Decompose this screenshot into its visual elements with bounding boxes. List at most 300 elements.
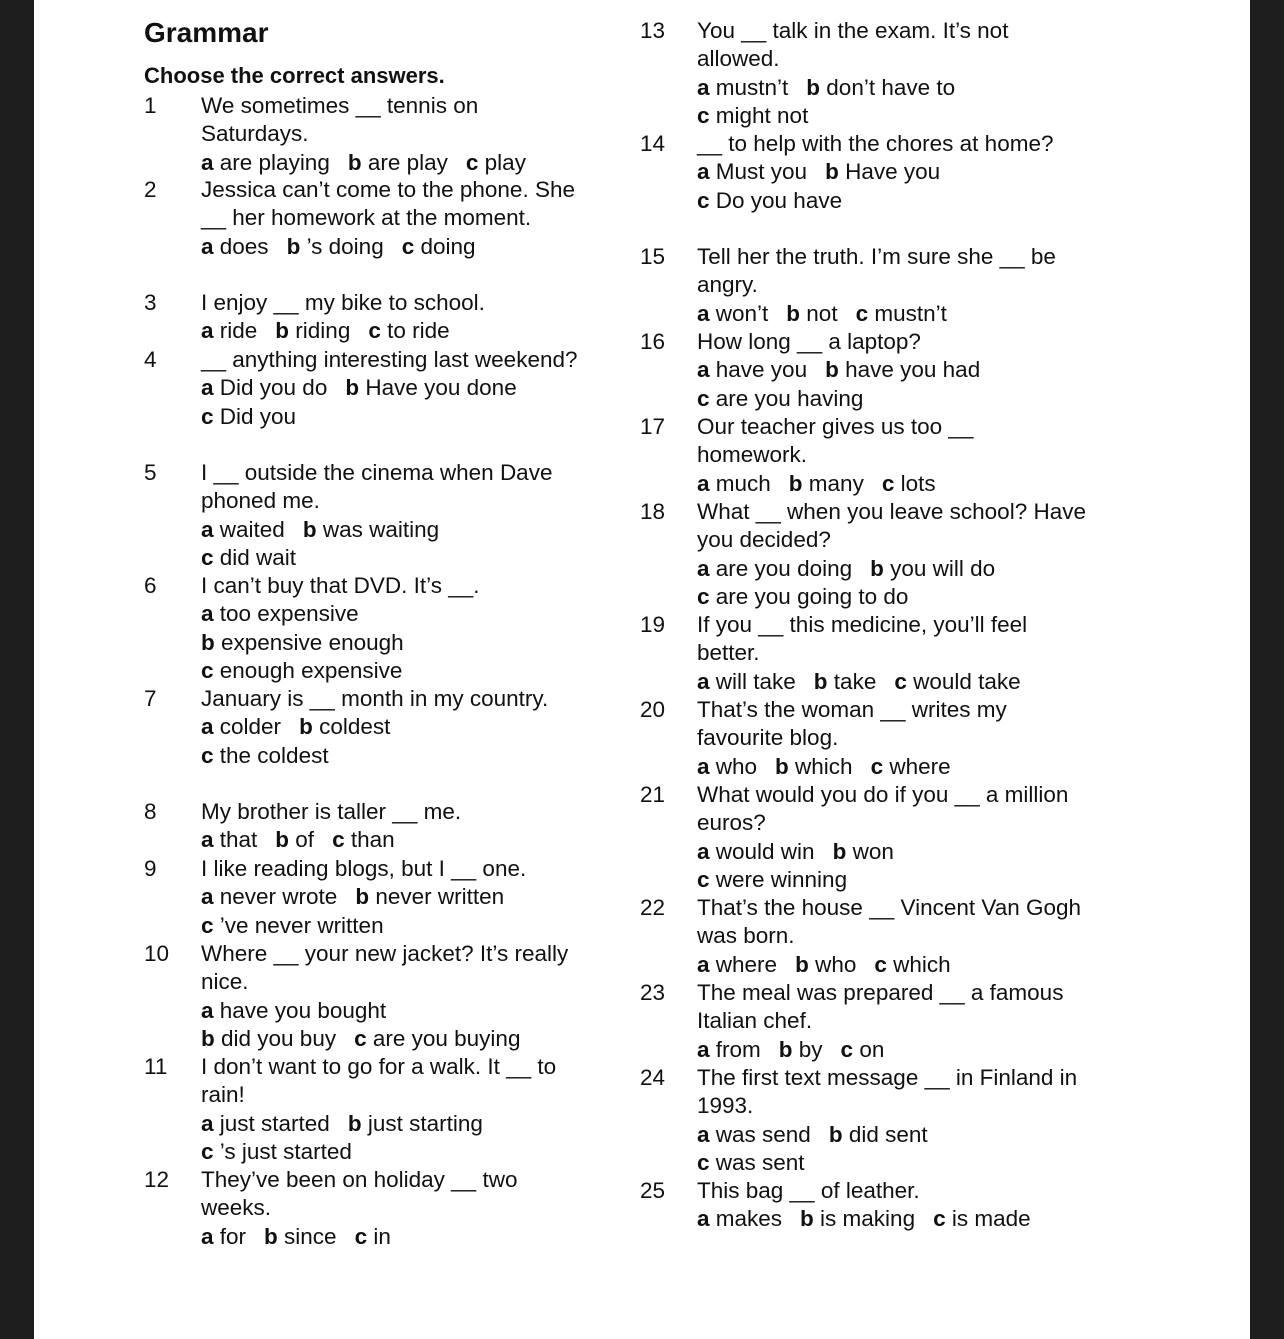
answer-option-c[interactable]	[355, 1224, 391, 1249]
answer-options-line	[201, 742, 581, 770]
question-1	[144, 92, 614, 177]
option-letter: b	[795, 951, 809, 977]
answer-options-line	[697, 470, 1089, 498]
answer-option-b[interactable]	[275, 827, 314, 852]
answer-option-a[interactable]	[201, 1111, 330, 1136]
answer-option-a[interactable]	[201, 517, 285, 542]
option-letter: b	[825, 159, 839, 185]
answer-option-a[interactable]	[201, 884, 337, 909]
answer-option-a[interactable]	[201, 714, 281, 739]
question-13	[640, 17, 1110, 130]
answer-option-c[interactable]	[933, 1206, 1031, 1231]
question-number: 11	[144, 1054, 168, 1079]
answer-options-line	[697, 356, 1089, 384]
answer-option-b[interactable]	[348, 150, 448, 175]
answer-option-b[interactable]	[795, 952, 856, 977]
question-number: 4	[144, 347, 157, 372]
question-stem: __ to help with the chores at home?	[697, 131, 1054, 156]
option-text: are you buying	[366, 1025, 521, 1051]
answer-option-c[interactable]	[201, 658, 402, 683]
question-2	[144, 176, 614, 261]
answer-options-line	[697, 102, 1089, 130]
option-text: which	[886, 951, 951, 977]
option-letter: b	[286, 233, 301, 259]
answer-option-c[interactable]	[201, 1139, 352, 1164]
answer-option-b[interactable]	[299, 714, 390, 739]
option-text: would take	[906, 668, 1021, 694]
answer-option-a[interactable]	[697, 1206, 782, 1231]
question-number: 12	[144, 1167, 170, 1192]
option-text: were winning	[709, 866, 848, 892]
option-letter: c	[354, 1025, 367, 1051]
question-number: 6	[144, 573, 157, 598]
answer-option-c[interactable]	[201, 545, 296, 570]
question-number: 5	[144, 460, 157, 485]
option-text: are play	[361, 149, 448, 175]
option-text: did sent	[842, 1121, 928, 1147]
option-text: waited	[213, 516, 285, 542]
answer-options-line	[697, 583, 1089, 611]
answer-option-c[interactable]	[874, 952, 950, 977]
option-text: play	[478, 149, 526, 175]
option-letter: b	[201, 1025, 215, 1051]
question-stem: The first text message __ in Finland in 1993.	[697, 1065, 1078, 1119]
answer-option-c[interactable]	[332, 827, 395, 852]
answer-option-a[interactable]	[697, 357, 807, 382]
answer-options-line	[697, 1036, 1089, 1064]
option-text: ’s just started	[213, 1138, 352, 1164]
question-stem: What would you do if you __ a million euros?	[697, 782, 1069, 836]
instruction: Choose the correct answers.	[144, 63, 445, 88]
question-number: 25	[640, 1178, 666, 1203]
option-letter: b	[832, 838, 847, 864]
answer-options-line	[697, 1205, 1089, 1233]
option-letter: a	[697, 300, 710, 326]
answer-option-b[interactable]	[779, 1037, 823, 1062]
question-stem: I enjoy __ my bike to school.	[201, 290, 485, 315]
option-letter: b	[828, 1121, 843, 1147]
page-title: Grammar	[144, 17, 269, 48]
answer-option-a[interactable]	[201, 150, 330, 175]
option-text: are you doing	[709, 555, 853, 581]
option-letter: c	[201, 912, 214, 938]
answer-option-a[interactable]	[697, 1122, 811, 1147]
option-text: too expensive	[213, 601, 359, 627]
option-text: who	[808, 951, 857, 977]
answer-option-b[interactable]	[775, 754, 853, 779]
answer-options-line	[201, 1138, 581, 1166]
option-text: many	[802, 470, 864, 496]
question-25	[640, 1177, 1110, 1234]
option-letter: b	[264, 1223, 278, 1249]
option-letter: a	[201, 714, 214, 740]
answer-option-c[interactable]	[201, 913, 384, 938]
answer-option-c[interactable]	[841, 1037, 885, 1062]
answer-options-line	[201, 997, 581, 1025]
question-12	[144, 1166, 614, 1251]
option-text: which	[788, 753, 853, 779]
option-letter: c	[697, 102, 710, 128]
answer-option-a[interactable]	[697, 839, 815, 864]
answer-options-line	[201, 883, 581, 911]
answer-options-line	[201, 317, 581, 345]
answer-option-b[interactable]	[814, 669, 877, 694]
option-letter: c	[870, 753, 884, 779]
option-text: of	[289, 827, 315, 853]
option-letter: c	[332, 827, 345, 853]
answer-option-b[interactable]	[789, 471, 864, 496]
option-text: have you bought	[213, 997, 387, 1023]
answer-options-line	[697, 385, 1089, 413]
question-4	[144, 346, 614, 431]
option-text: that	[213, 827, 258, 853]
option-letter: a	[697, 74, 710, 100]
answer-option-b[interactable]	[806, 75, 955, 100]
answer-option-b[interactable]	[786, 301, 837, 326]
option-text: was send	[709, 1121, 811, 1147]
option-text: ’ve never written	[213, 912, 384, 938]
question-8	[144, 798, 614, 855]
option-letter: b	[825, 357, 839, 383]
question-11	[144, 1053, 614, 1166]
answer-option-c[interactable]	[697, 103, 808, 128]
option-text: where	[709, 951, 778, 977]
option-text: mustn’t	[709, 74, 789, 100]
option-text: to ride	[380, 318, 450, 344]
option-text: are you going to do	[709, 583, 909, 609]
option-text: much	[709, 470, 771, 496]
answer-options-line	[201, 713, 581, 741]
question-number: 13	[640, 18, 666, 43]
option-text: will take	[709, 668, 796, 694]
answer-option-a[interactable]	[697, 754, 757, 779]
answer-option-a[interactable]	[697, 159, 807, 184]
answer-option-a[interactable]	[697, 1037, 761, 1062]
answer-option-b[interactable]	[303, 517, 439, 542]
question-5	[144, 459, 614, 572]
answer-options-line	[697, 1121, 1089, 1149]
question-stem: That’s the house __ Vincent Van Gogh was born.	[697, 895, 1082, 949]
answer-option-c[interactable]	[466, 150, 526, 175]
option-letter: c	[855, 300, 869, 326]
option-letter: a	[697, 1206, 710, 1232]
question-stem: If you __ this medicine, you’ll feel better.	[697, 612, 1028, 666]
option-letter: a	[697, 951, 710, 977]
question-22	[640, 894, 1110, 979]
option-letter: b	[788, 470, 803, 496]
answer-option-b[interactable]	[345, 375, 516, 400]
option-letter: b	[201, 629, 215, 655]
answer-option-c[interactable]	[856, 301, 947, 326]
answer-option-a[interactable]	[201, 234, 269, 259]
option-letter: b	[775, 753, 789, 779]
option-text: Did you do	[213, 375, 328, 401]
option-letter: a	[201, 884, 214, 910]
option-text: Have you done	[359, 375, 517, 401]
option-text: you will do	[883, 555, 996, 581]
option-text: was sent	[709, 1149, 805, 1175]
option-letter: c	[840, 1036, 854, 1062]
answer-option-a[interactable]	[697, 471, 771, 496]
answer-options-line	[201, 1223, 581, 1251]
question-stem: You __ talk in the exam. It’s not allowed.	[697, 18, 1009, 72]
option-text: is making	[813, 1206, 916, 1232]
option-letter: b	[275, 827, 290, 853]
answer-options-line	[697, 753, 1089, 781]
option-letter: a	[697, 753, 710, 779]
answer-options-line	[697, 74, 1089, 102]
answer-option-a[interactable]	[201, 601, 359, 626]
option-text: the coldest	[213, 742, 329, 768]
question-number: 8	[144, 799, 157, 824]
question-number: 3	[144, 290, 157, 315]
worksheet-page	[34, 0, 1250, 1339]
option-letter: a	[201, 516, 214, 542]
answer-option-a[interactable]	[697, 556, 852, 581]
answer-options-line	[201, 629, 581, 657]
answer-option-c[interactable]	[871, 754, 951, 779]
question-stem: I __ outside the cinema when Dave phoned me.	[201, 460, 553, 514]
option-letter: c	[401, 233, 415, 259]
answer-option-a[interactable]	[201, 827, 257, 852]
option-text: in	[367, 1223, 391, 1249]
option-letter: c	[354, 1223, 368, 1249]
answer-option-c[interactable]	[201, 404, 296, 429]
question-number: 9	[144, 856, 157, 881]
question-stem: I like reading blogs, but I __ one.	[201, 856, 527, 881]
answer-option-c[interactable]	[697, 386, 863, 411]
option-letter: b	[806, 74, 821, 100]
question-stem: __ anything interesting last weekend?	[201, 347, 578, 372]
answer-option-a[interactable]	[697, 952, 777, 977]
question-10	[144, 940, 614, 1053]
answer-options-line	[201, 516, 581, 544]
answer-options-line	[201, 544, 581, 572]
option-letter: b	[778, 1036, 793, 1062]
option-letter: a	[201, 1223, 214, 1249]
question-stem: We sometimes __ tennis on Saturdays.	[201, 93, 479, 147]
answer-option-b[interactable]	[275, 318, 350, 343]
option-letter: c	[201, 657, 214, 683]
option-letter: a	[201, 827, 214, 853]
question-number: 16	[640, 329, 666, 354]
option-letter: a	[201, 997, 214, 1023]
option-text: did you buy	[214, 1025, 337, 1051]
option-text: does	[213, 233, 269, 259]
question-number: 23	[640, 980, 666, 1005]
option-text: mustn’t	[868, 300, 947, 326]
option-text: colder	[213, 714, 282, 740]
answer-option-c[interactable]	[697, 1150, 805, 1175]
answer-option-a[interactable]	[697, 301, 768, 326]
option-letter: a	[201, 149, 214, 175]
option-text: makes	[709, 1206, 783, 1232]
question-stem: What __ when you leave school? Have you decided?	[697, 499, 1086, 553]
question-stem: Jessica can’t come to the phone. She __ her homework at the moment.	[201, 177, 575, 231]
question-16	[640, 328, 1110, 413]
answer-options-line	[697, 1149, 1089, 1177]
answer-option-b[interactable]	[833, 839, 894, 864]
question-stem: That’s the woman __ writes my favourite blog.	[697, 697, 1007, 751]
answer-option-c[interactable]	[354, 1026, 520, 1051]
answer-option-a[interactable]	[201, 1224, 246, 1249]
option-text: lots	[894, 470, 936, 496]
option-letter: c	[465, 149, 479, 175]
option-letter: c	[881, 470, 895, 496]
question-stem: I don’t want to go for a walk. It __ to rain!	[201, 1054, 557, 1108]
answer-options-line	[201, 374, 581, 402]
answer-option-b[interactable]	[870, 556, 995, 581]
question-17	[640, 413, 1110, 498]
option-letter: a	[697, 1121, 710, 1147]
answer-options-line	[201, 1110, 581, 1138]
answer-options-line	[697, 866, 1089, 894]
question-number: 7	[144, 686, 157, 711]
answer-option-a[interactable]	[697, 669, 796, 694]
question-19	[640, 611, 1110, 696]
answer-options-line	[201, 657, 581, 685]
option-letter: c	[697, 866, 710, 892]
question-number: 15	[640, 244, 666, 269]
option-letter: c	[201, 742, 214, 768]
option-text: never written	[369, 884, 505, 910]
option-letter: b	[786, 300, 801, 326]
answer-option-c[interactable]	[697, 867, 847, 892]
answer-option-c[interactable]	[894, 669, 1020, 694]
option-text: not	[800, 300, 838, 326]
answer-option-b[interactable]	[355, 884, 504, 909]
option-letter: b	[275, 318, 290, 344]
question-stem: This bag __ of leather.	[697, 1178, 920, 1203]
question-23	[640, 979, 1110, 1064]
answer-option-b[interactable]	[825, 159, 940, 184]
answer-option-b[interactable]	[201, 1026, 336, 1051]
answer-option-c[interactable]	[402, 234, 476, 259]
question-number: 10	[144, 941, 170, 966]
answer-option-c[interactable]	[201, 743, 329, 768]
answer-option-c[interactable]	[697, 188, 842, 213]
answer-options-line	[201, 403, 581, 431]
option-letter: a	[697, 668, 710, 694]
option-text: take	[827, 668, 877, 694]
option-letter: a	[201, 233, 214, 259]
answer-options-line	[697, 951, 1089, 979]
option-letter: c	[697, 385, 710, 411]
answer-option-a[interactable]	[201, 375, 327, 400]
option-text: Must you	[709, 159, 808, 185]
answer-option-c[interactable]	[697, 584, 908, 609]
answer-options-line	[201, 233, 581, 261]
question-number: 18	[640, 499, 666, 524]
option-letter: a	[697, 1036, 710, 1062]
answer-option-b[interactable]	[800, 1206, 915, 1231]
option-letter: c	[874, 951, 887, 977]
answer-options-line	[201, 600, 581, 628]
question-3	[144, 289, 614, 346]
option-text: for	[213, 1223, 247, 1249]
option-text: have you	[709, 357, 808, 383]
option-text: coldest	[312, 714, 391, 740]
option-text: riding	[289, 318, 351, 344]
option-letter: c	[697, 583, 710, 609]
option-letter: a	[697, 555, 710, 581]
option-text: was waiting	[316, 516, 440, 542]
option-letter: b	[355, 884, 370, 910]
question-18	[640, 498, 1110, 611]
answer-options-line	[201, 826, 581, 854]
option-letter: b	[347, 149, 362, 175]
option-text: Did you	[213, 403, 297, 429]
answer-option-c[interactable]	[368, 318, 449, 343]
answer-option-b[interactable]	[264, 1224, 337, 1249]
option-letter: a	[201, 318, 214, 344]
option-text: doing	[414, 233, 476, 259]
option-letter: a	[697, 357, 710, 383]
option-text: might not	[709, 102, 809, 128]
option-text: by	[792, 1036, 823, 1062]
option-text: just starting	[361, 1110, 483, 1136]
answer-option-a[interactable]	[201, 998, 386, 1023]
option-letter: b	[302, 516, 317, 542]
answer-options-line	[697, 187, 1089, 215]
answer-option-b[interactable]	[348, 1111, 483, 1136]
option-text: did wait	[213, 544, 297, 570]
question-7	[144, 685, 614, 770]
question-stem: My brother is taller __ me.	[201, 799, 462, 824]
option-text: are playing	[213, 149, 330, 175]
answer-options-line	[697, 158, 1089, 186]
option-letter: c	[894, 668, 907, 694]
option-text: won’t	[709, 300, 769, 326]
option-text: ’s doing	[300, 233, 384, 259]
answer-option-a[interactable]	[201, 318, 257, 343]
question-stem: Where __ your new jacket? It’s really nice.	[201, 941, 569, 995]
option-text: who	[709, 753, 758, 779]
answer-options-line	[697, 300, 1089, 328]
question-number: 24	[640, 1065, 666, 1090]
option-letter: a	[201, 375, 214, 401]
answer-option-b[interactable]	[829, 1122, 928, 1147]
question-stem: The meal was prepared __ a famous Italian chef.	[697, 980, 1064, 1034]
question-15	[640, 243, 1110, 328]
answer-option-b[interactable]	[287, 234, 384, 259]
option-text: don’t have to	[820, 74, 956, 100]
question-number: 2	[144, 177, 157, 202]
option-letter: b	[345, 375, 360, 401]
option-letter: c	[368, 318, 381, 344]
answer-options-line	[697, 555, 1089, 583]
option-text: where	[883, 753, 951, 779]
option-letter: c	[697, 1149, 710, 1175]
answer-option-b[interactable]	[825, 357, 980, 382]
question-number: 20	[640, 697, 666, 722]
option-text: Do you have	[709, 187, 843, 213]
option-text: from	[709, 1036, 761, 1062]
answer-options-line	[697, 838, 1089, 866]
option-text: on	[853, 1036, 885, 1062]
question-stem: I can’t buy that DVD. It’s __.	[201, 573, 480, 598]
option-letter: a	[697, 838, 710, 864]
option-letter: b	[347, 1110, 362, 1136]
option-text: since	[277, 1223, 337, 1249]
answer-option-c[interactable]	[882, 471, 936, 496]
option-letter: c	[201, 403, 214, 429]
question-number: 14	[640, 131, 666, 156]
option-letter: c	[933, 1206, 946, 1232]
option-text: enough expensive	[213, 657, 403, 683]
answer-option-a[interactable]	[697, 75, 788, 100]
answer-option-b[interactable]	[201, 630, 404, 655]
